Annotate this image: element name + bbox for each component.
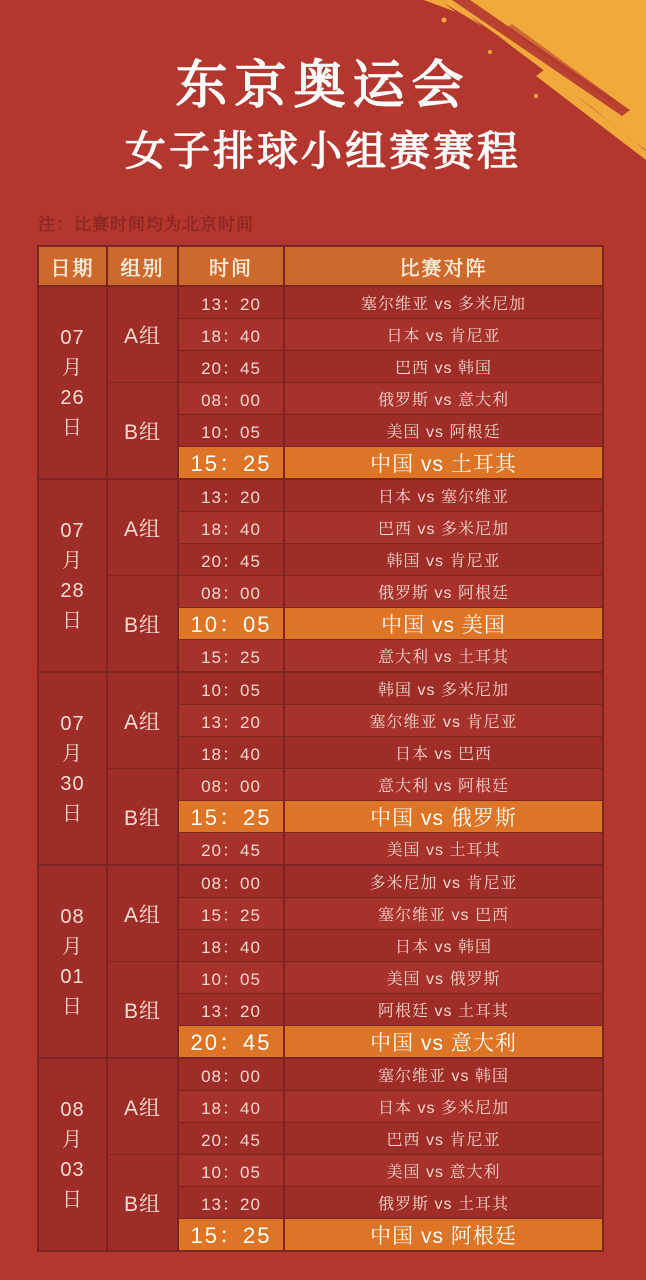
date-line: 月	[62, 549, 83, 572]
date-cell	[39, 287, 106, 478]
date-block	[39, 673, 602, 864]
date-line: 月	[62, 356, 83, 379]
schedule-table	[37, 245, 604, 1252]
match-cell: 塞尔维亚 vs 韩国	[285, 1059, 602, 1090]
time-cell-highlight: 15：25	[179, 801, 283, 832]
match-cell: 日本 vs 塞尔维亚	[285, 480, 602, 511]
match-cell: 俄罗斯 vs 意大利	[285, 383, 602, 414]
time-cell: 20：45	[179, 544, 283, 575]
time-cell: 08：00	[179, 769, 283, 800]
date-line: 08	[60, 1098, 85, 1121]
table-body	[39, 287, 602, 1250]
match-cell: 俄罗斯 vs 土耳其	[285, 1187, 602, 1218]
date-line: 01	[60, 965, 85, 988]
time-cell: 18：40	[179, 512, 283, 543]
time-cell: 18：40	[179, 1091, 283, 1122]
time-cell: 20：45	[179, 833, 283, 864]
date-block	[39, 287, 602, 478]
date-line: 26	[60, 386, 85, 409]
time-cell: 10：05	[179, 415, 283, 446]
time-cell: 18：40	[179, 319, 283, 350]
date-line: 日	[62, 995, 83, 1018]
time-cell: 13：20	[179, 480, 283, 511]
time-cell: 13：20	[179, 705, 283, 736]
match-cell-highlight: 中国 vs 美国	[285, 608, 602, 639]
time-cell: 08：00	[179, 383, 283, 414]
group-cell: B组	[108, 1155, 177, 1250]
date-line: 月	[62, 935, 83, 958]
match-cell: 俄罗斯 vs 阿根廷	[285, 576, 602, 607]
time-cell: 13：20	[179, 287, 283, 318]
match-cell: 塞尔维亚 vs 巴西	[285, 898, 602, 929]
time-cell: 08：00	[179, 1059, 283, 1090]
match-cell: 美国 vs 土耳其	[285, 833, 602, 864]
date-block	[39, 866, 602, 1057]
time-cell: 20：45	[179, 1123, 283, 1154]
time-cell: 10：05	[179, 962, 283, 993]
date-line: 日	[62, 609, 83, 632]
match-cell-highlight: 中国 vs 意大利	[285, 1026, 602, 1057]
time-cell-highlight: 15：25	[179, 447, 283, 478]
group-cell: A组	[108, 480, 177, 575]
time-cell: 13：20	[179, 994, 283, 1025]
match-cell: 意大利 vs 土耳其	[285, 640, 602, 671]
match-cell: 巴西 vs 韩国	[285, 351, 602, 382]
header-group: 组别	[108, 247, 177, 285]
match-cell: 阿根廷 vs 土耳其	[285, 994, 602, 1025]
match-cell: 美国 vs 意大利	[285, 1155, 602, 1186]
time-cell: 13：20	[179, 1187, 283, 1218]
date-block	[39, 1059, 602, 1250]
date-line: 月	[62, 742, 83, 765]
page-subtitle: 女子排球小组赛赛程	[125, 128, 521, 174]
group-cell: A组	[108, 287, 177, 382]
header-time: 时间	[179, 247, 283, 285]
date-line: 日	[62, 1188, 83, 1211]
match-cell-highlight: 中国 vs 俄罗斯	[285, 801, 602, 832]
date-line: 07	[60, 519, 85, 542]
date-cell	[39, 480, 106, 671]
match-cell: 韩国 vs 多米尼加	[285, 673, 602, 704]
date-line: 30	[60, 772, 85, 795]
timezone-note: 注：比赛时间均为北京时间	[38, 215, 254, 234]
time-cell: 18：40	[179, 737, 283, 768]
group-cell: A组	[108, 866, 177, 961]
match-cell: 多米尼加 vs 肯尼亚	[285, 866, 602, 897]
date-cell	[39, 866, 106, 1057]
date-line: 08	[60, 905, 85, 928]
date-line: 28	[60, 579, 85, 602]
time-cell: 08：00	[179, 866, 283, 897]
group-cell: B组	[108, 769, 177, 864]
time-cell: 20：45	[179, 351, 283, 382]
group-cell: B组	[108, 383, 177, 478]
date-block	[39, 480, 602, 671]
time-cell: 15：25	[179, 640, 283, 671]
date-cell	[39, 1059, 106, 1250]
match-cell: 日本 vs 巴西	[285, 737, 602, 768]
date-line: 日	[62, 802, 83, 825]
time-cell-highlight: 10：05	[179, 608, 283, 639]
header-match: 比赛对阵	[285, 247, 602, 285]
time-cell-highlight: 20：45	[179, 1026, 283, 1057]
header-date: 日期	[39, 247, 106, 285]
time-cell: 08：00	[179, 576, 283, 607]
group-cell: B组	[108, 576, 177, 671]
match-cell-highlight: 中国 vs 土耳其	[285, 447, 602, 478]
match-cell-highlight: 中国 vs 阿根廷	[285, 1219, 602, 1250]
date-line: 07	[60, 712, 85, 735]
match-cell: 巴西 vs 肯尼亚	[285, 1123, 602, 1154]
match-cell: 日本 vs 韩国	[285, 930, 602, 961]
time-cell: 10：05	[179, 673, 283, 704]
date-line: 日	[62, 416, 83, 439]
date-line: 03	[60, 1158, 85, 1181]
time-cell: 10：05	[179, 1155, 283, 1186]
date-line: 月	[62, 1128, 83, 1151]
match-cell: 巴西 vs 多米尼加	[285, 512, 602, 543]
date-cell	[39, 673, 106, 864]
match-cell: 意大利 vs 阿根廷	[285, 769, 602, 800]
time-cell: 18：40	[179, 930, 283, 961]
group-cell: A组	[108, 1059, 177, 1154]
time-cell: 15：25	[179, 898, 283, 929]
group-cell: A组	[108, 673, 177, 768]
match-cell: 韩国 vs 肯尼亚	[285, 544, 602, 575]
time-cell-highlight: 15：25	[179, 1219, 283, 1250]
date-line: 07	[60, 326, 85, 349]
match-cell: 日本 vs 肯尼亚	[285, 319, 602, 350]
match-cell: 塞尔维亚 vs 多米尼加	[285, 287, 602, 318]
page-title: 东京奥运会	[175, 57, 471, 115]
match-cell: 塞尔维亚 vs 肯尼亚	[285, 705, 602, 736]
table-header-row	[39, 247, 602, 285]
match-cell: 日本 vs 多米尼加	[285, 1091, 602, 1122]
match-cell: 美国 vs 俄罗斯	[285, 962, 602, 993]
match-cell: 美国 vs 阿根廷	[285, 415, 602, 446]
group-cell: B组	[108, 962, 177, 1057]
